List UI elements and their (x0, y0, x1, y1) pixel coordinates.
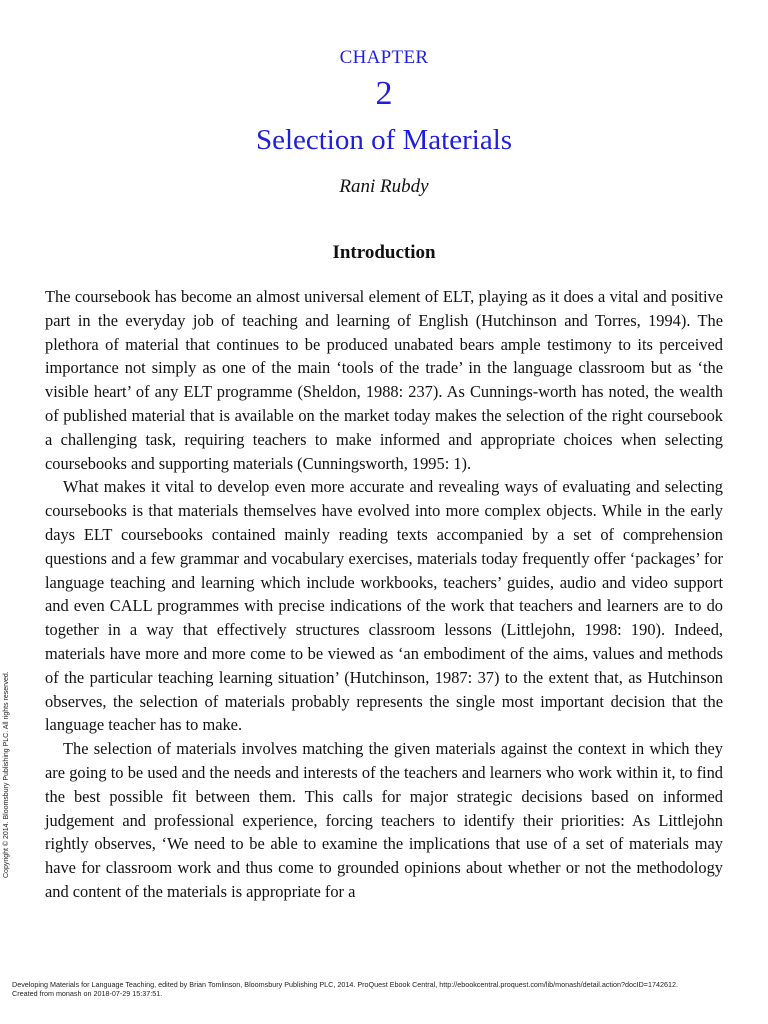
paragraph-3: The selection of materials involves matching the given materials against the context in which they are going to be used and the needs and interests of the teachers and learners who work within it, to find the best possible fit between them. This calls for major strategic decisions based on informed judgement and professional experience, forcing teachers to identify their priorities: As Littlejohn rightly observes, ‘We need to be able to examine the implications that use of a set of materials may have for classroom work and thus come to grounded opinions about whether or not the methodology and content of the materials is appropriate for a (45, 739, 723, 901)
side-copyright-notice: Copyright © 2014. Bloomsbury Publishing PLC. All rights reserved. (3, 671, 10, 878)
chapter-label: CHAPTER (339, 47, 429, 68)
paragraph-1: The coursebook has become an almost universal element of ELT, playing as it does a vital and positive part in the everyday job of teaching and learning of English (Hutchinson and Torres, 1994). The plethora of material that continues to be produced unabated bears ample testimony to its perceived importance not simply as one of the main ‘tools of the trade’ in the language classroom but as ‘the visible heart’ of any ELT programme (Sheldon, 1988: 237). As Cunnings-worth has noted, the wealth of published material that is available on the market today makes the selection of the right coursebook a challenging task, requiring teachers to make informed and appropriate choices when selecting coursebooks and supporting materials (Cunningsworth, 1995: 1). (45, 287, 723, 473)
chapter-title: Selection of Materials (255, 124, 513, 156)
footer-created-line: Created from monash on 2018-07-29 15:37:51. (12, 989, 163, 998)
section-heading: Introduction (332, 242, 436, 263)
body-text (45, 285, 723, 904)
author-name: Rani Rubdy (339, 176, 429, 197)
footer-citation (12, 980, 752, 998)
footer-citation-line: Developing Materials for Language Teaching, edited by Brian Tomlinson, Bloomsbury Publishing PLC, 2014. ProQuest Ebook Central, http://ebookcentral.proquest.com/lib/monash/detail.action?docID=1742612. (12, 980, 678, 989)
paragraph-2: What makes it vital to develop even more accurate and revealing ways of evaluating and selecting coursebooks is that materials themselves have evolved into more complex objects. While in the early days ELT coursebooks contained mainly reading texts accompanied by a set of comprehension questions and a few grammar and vocabulary exercises, materials today frequently offer ‘packages’ for language teaching and learning which include workbooks, teachers’ guides, audio and video support and even CALL programmes with precise indications of the work that teachers and learners are to do together in a way that effectively structures classroom lessons (Littlejohn, 1998: 190). Indeed, materials have more and more come to be viewed as ‘an embodiment of the aims, values and methods of the particular teaching learning situation’ (Hutchinson, 1987: 37) to the extent that, as Hutchinson observes, the selection of materials probably represents the single most important decision that the language teacher has to make. (45, 477, 723, 735)
chapter-number: 2 (375, 75, 393, 112)
